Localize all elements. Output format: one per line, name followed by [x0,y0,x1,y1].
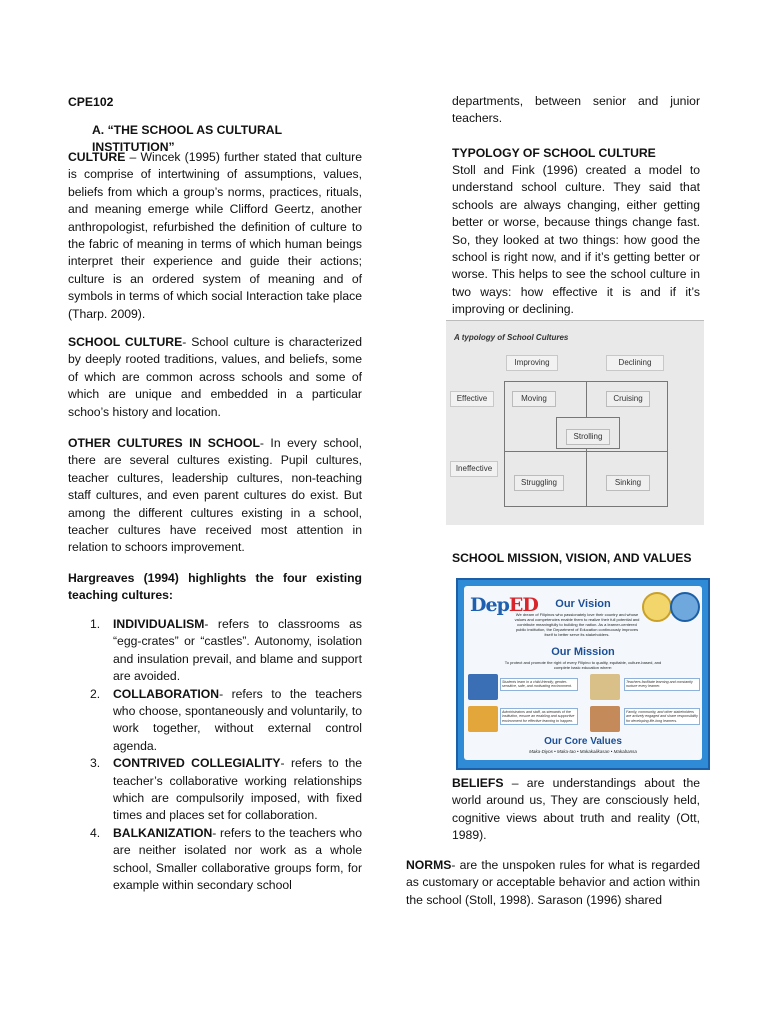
norms-term: NORMS [406,858,452,872]
mission-text: To protect and promote the right of every Filipino to quality, equitable, culture-based, and complete basic education where: [504,660,662,670]
typology-paragraph: Stoll and Fink (1996) created a model to understand school culture. They said that schools are always changing, either getting better or worse, because things change fast. So, they looked at two things: how good the school is right now, and if it’s getting better or worse. This helps to see the school culture in two ways: how effective it is and if it’s improving or declining. [452,163,700,317]
list-item: 2. COLLABORATION- refers to the teachers who choose, spontaneously and voluntarily, to work together, without external control agenda. [90,686,362,753]
mission-heading: SCHOOL MISSION, VISION, AND VALUES [452,551,692,565]
beliefs-term: BELIEFS [452,776,504,790]
figure-title: A typology of School Cultures [454,333,569,342]
cell-cruising: Cruising [606,391,650,407]
label-declining: Declining [606,355,664,371]
other-cultures-text: - In every school, there are several cultures existing. Pupil cultures, teacher cultures, leadership cultures, non-teaching staff cultures, and even parent cultures do exist. But among the different cultures existing in a school, teacher cultures have received most attention in relation to schoors improvement. [68,436,362,555]
poster-note: Teachers facilitate learning and constantly nurture every learner. [624,678,700,691]
beliefs-text: – are understandings about the world around us, They are consciously held, cognitive views about truth and reality (Ott, 1989). [452,776,700,843]
label-improving: Improving [506,355,558,371]
typology-figure [446,320,704,525]
poster-note: Family, community, and other stakeholders are actively engaged and share responsibility for developing life-long learners. [624,708,700,725]
school-culture-term: SCHOOL CULTURE [68,335,183,349]
cell-moving: Moving [512,391,556,407]
poster-note: Students learn in a child-friendly, gender-sensitive, safe, and motivating environment. [500,678,578,691]
other-cultures-paragraph [68,435,362,557]
culture-paragraph [68,149,362,323]
poster-note: Administrators and staff, as stewards of the institution, ensure an enabling and supportive environment for effective learning to happen. [500,708,578,725]
mission-vision-poster [456,578,710,770]
book-icon [590,674,620,700]
continuation-text: departments, between senior and junior teachers. [452,94,700,126]
culture-term: CULTURE [68,150,126,164]
norms-paragraph [406,857,700,909]
hands-icon [590,706,620,732]
deped-logo: DepED [470,594,538,616]
culture-text: – Wincek (1995) further stated that culture is comprise of intertwining of assumptions, values, beliefs from which a group’s norms, practices, rituals, and meaning emerge while Clifford Geertz, another anthropologist, refurbished the definition of culture to the fabric of meaning in terms of which human beings interpret their experience and guide their actions; culture is an ordered system of meaning and of symbols in terms of which social Interaction take place (Tharp. 2009). [68,150,362,321]
list-item: 1. INDIVIDUALISM- refers to classrooms as “egg-crates” or “castles”. Autonomy, isolation and insulation prevail, and blame and support are avoided. [90,617,362,684]
beliefs-paragraph [452,775,700,845]
section-title: A. “THE SCHOOL AS CULTURAL INSTITUTION” [92,123,282,155]
other-cultures-term: OTHER CULTURES IN SCHOOL [68,436,260,450]
candle-icon [468,706,498,732]
cell-strolling: Strolling [566,429,610,445]
mission-title: Our Mission [551,646,615,658]
cell-struggling: Struggling [514,475,564,491]
poster-body [464,586,702,760]
core-values-title: Our Core Values [544,736,622,747]
list-item: 4. BALKANIZATION- refers to the teachers who are neither isolated nor work as a whole school, Smaller collaborative groups form, for example within secondary school [90,825,362,893]
vision-text: We dream of Filipinos who passionately love their country and whose values and competencies enable them to realize their full potential and contribute meaningfully to building the nation. As a learner-centered public institution, the Department of Education continuously improves itself to better serve its stakeholders. [514,612,640,637]
label-effective: Effective [450,391,494,407]
teaching-cultures-list [68,616,362,895]
vision-title: Our Vision [555,598,611,610]
list-item: 3. CONTRIVED COLLEGIALITY- refers to the teacher’s collaborative working relationships which are compulsorily imposed, with fixed times and places set for collaboration. [90,756,362,823]
school-culture-paragraph [68,334,362,421]
typology-heading: TYPOLOGY OF SCHOOL CULTURE [452,146,656,160]
norms-text: - are the unspoken rules for what is regarded as customary or acceptable behavior and action within the school (Stoll, 1998). Sarason (1996) shared [406,858,700,907]
hargreaves-paragraph: Hargreaves (1994) highlights the four existing teaching cultures: [68,571,362,603]
label-ineffective: Ineffective [450,461,498,477]
course-code: CPE102 [68,95,114,109]
school-culture-text: - School culture is characterized by deeply rooted traditions, values, and beliefs, some of which are common across schools and some of which are unique and embedded in a particular schoo’s history and location. [68,335,362,419]
cell-sinking: Sinking [606,475,650,491]
core-values-text: Maka-Diyos • Maka-tao • Makakalikasan • Makabansa [529,749,637,754]
children-icon [468,674,498,700]
